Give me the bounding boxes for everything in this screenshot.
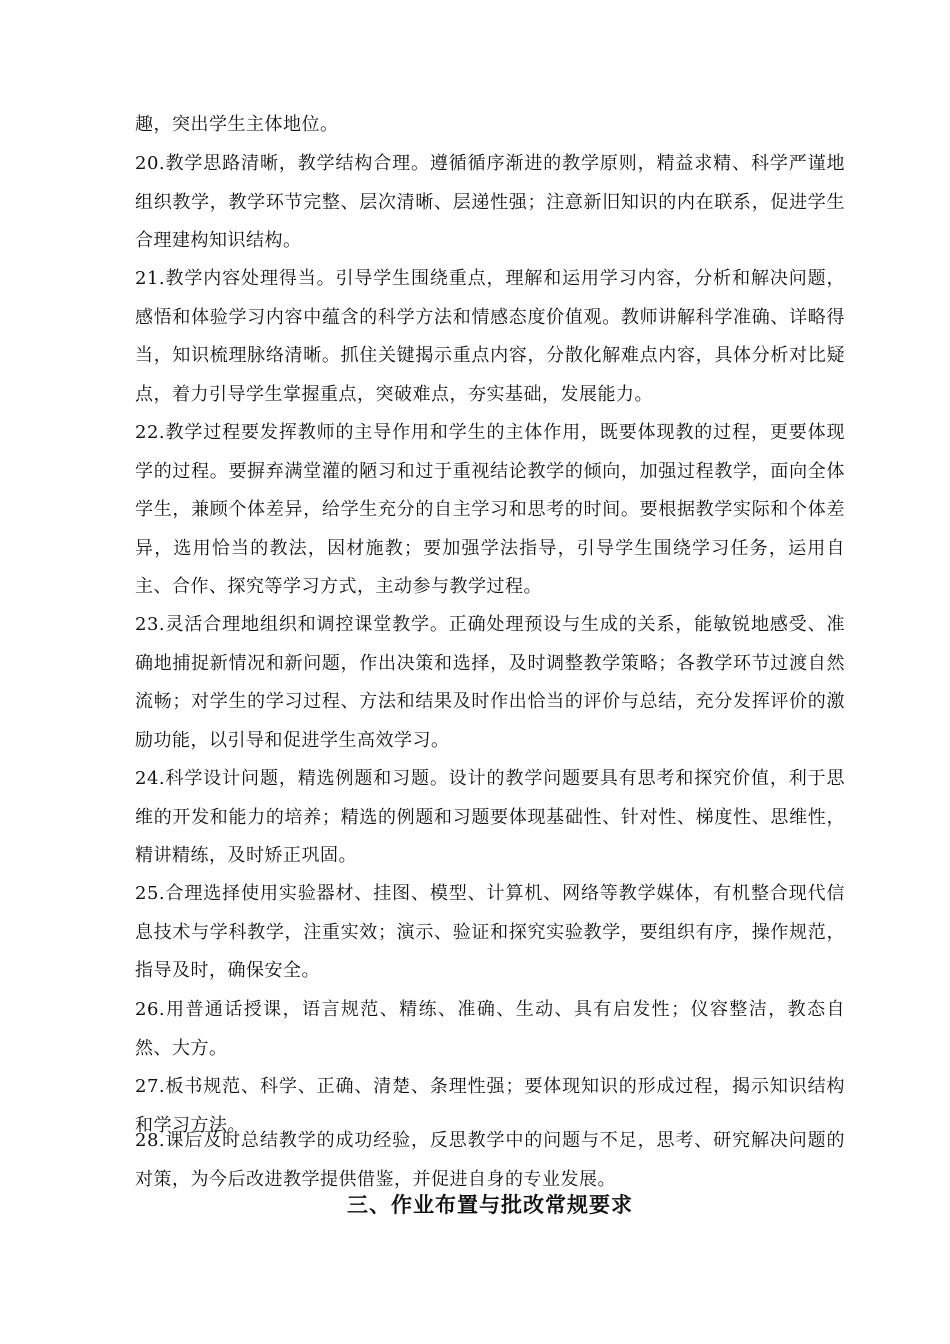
paragraph-item-22: 22.教学过程要发挥教师的主导作用和学生的主体作用，既要体现教的过程，更要体现学的过程。要摒弃满堂灌的陋习和过于重视结论教学的倾向，加强过程教学，面向全体学生，兼顾个体差异，给学生充分的自主学习和思考的时间。要根据教学实际和个体差异，选用恰当的教法，因材施教；要加强学法指导，引导学生围绕学习任务，运用自主、合作、探究等学习方式，主动参与教学过程。 [135, 422, 845, 597]
paragraph-item-25: 25.合理选择使用实验器材、挂图、模型、计算机、网络等教学媒体，有机整合现代信息技术与学科教学，注重实效；演示、验证和探究实验教学，要组织有序，操作规范，指导及时，确保安全。 [135, 883, 845, 981]
paragraph-item-24: 24.科学设计问题，精选例题和习题。设计的教学问题要具有思考和探究价值，利于思维的开发和能力的培养；精选的例题和习题要体现基础性、针对性、梯度性、思维性，精讲精练，及时矫正巩固。 [135, 768, 845, 866]
paragraph-item-27: 27.板书规范、科学、正确、清楚、条理性强；要体现知识的形成过程，揭示知识结构和学习方法。 [135, 1076, 845, 1136]
paragraph-item-21: 21.教学内容处理得当。引导学生围绕重点，理解和运用学习内容，分析和解决问题，感悟和体验学习内容中蕴含的科学方法和情感态度价值观。教师讲解科学准确、详略得当，知识梳理脉络清晰。抓住关键揭示重点内容，分散化解难点内容，具体分析对比疑点，着力引导学生掌握重点，突破难点，夯实基础，发展能力。 [135, 268, 845, 405]
paragraph-item-26: 26.用普通话授课，语言规范、精练、准确、生动、具有启发性；仪容整洁，教态自然、大方。 [135, 999, 845, 1059]
paragraph-item-20: 20.教学思路清晰，教学结构合理。遵循循序渐进的教学原则，精益求精、科学严谨地组织教学，教学环节完整、层次清晰、层递性强；注意新旧知识的内在联系，促进学生合理建构知识结构。 [135, 153, 845, 251]
section-heading: 三、作业布置与批改常规要求 [347, 1193, 633, 1217]
paragraph-item-28: 28.课后及时总结教学的成功经验，反思教学中的问题与不足，思考、研究解决问题的对策，为今后改进教学提供借鉴，并促进自身的专业发展。 [135, 1130, 845, 1190]
paragraph-continuation: 趣，突出学生主体地位。 [135, 114, 339, 135]
paragraph-item-23: 23.灵活合理地组织和调控课堂教学。正确处理预设与生成的关系，能敏锐地感受、准确地捕捉新情况和新问题，作出决策和选择，及时调整教学策略；各教学环节过渡自然流畅；对学生的学习过程、方法和结果及时作出恰当的评价与总结，充分发挥评价的激励功能，以引导和促进学生高效学习。 [135, 614, 845, 751]
